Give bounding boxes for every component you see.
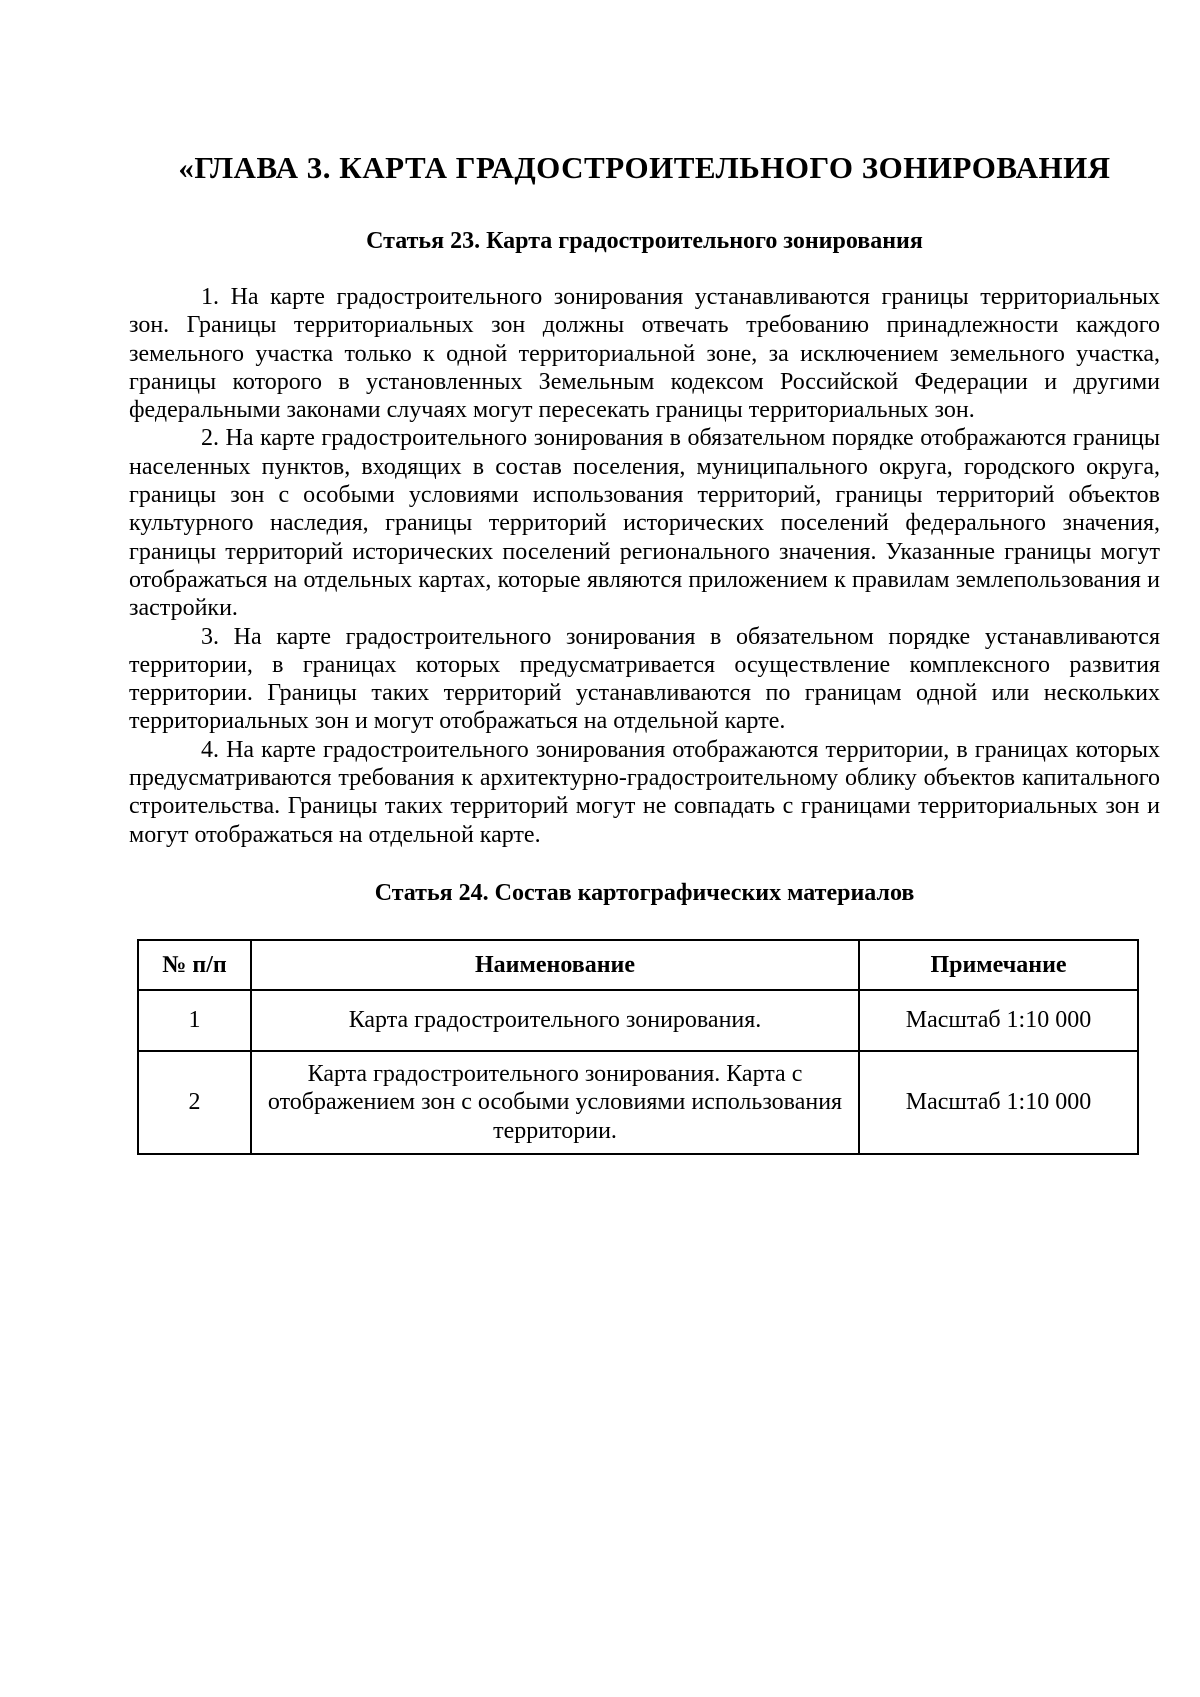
article-23-paragraph-2: 2. На карте градостроительного зонирования в обязательном порядке отображаются границы населенных пунктов, входящих в состав поселения, муниципального округа, городского округа, границы зон с особыми условиями использования территорий, границы территорий объектов культурного наследия, границы территорий исторических поселений федерального значения, границы территорий исторических поселений регионального значения. Указанные границы могут отображаться на отдельных картах, которые являются приложением к правилам землепользования и застройки. xyxy=(129,425,1160,622)
row-note-cell: Масштаб 1:10 000 xyxy=(859,990,1138,1051)
article-23-heading: Статья 23. Карта градостроительного зонирования xyxy=(366,228,923,254)
table-header-name: Наименование xyxy=(251,940,859,990)
article-23-paragraph-4: 4. На карте градостроительного зонирования отображаются территории, в границах которых предусматриваются требования к архитектурно-градостроительному облику объектов капитального строительства. Границы таких территорий могут не совпадать с границами территориальных зон и могут отображаться на отдельной карте. xyxy=(129,736,1160,848)
article-24-heading: Статья 24. Состав картографических материалов xyxy=(374,880,915,906)
cartographic-materials-table xyxy=(137,939,1139,1155)
table-row xyxy=(138,990,1138,1051)
article-23-paragraph-3: 3. На карте градостроительного зонирования в обязательном порядке устанавливаются территории, в границах которых предусматривается осуществление комплексного развития территории. Границы таких территорий устанавливаются по границам одной или нескольких территориальных зон и могут отображаться на отдельной карте. xyxy=(129,623,1160,735)
table-header-row xyxy=(138,940,1138,990)
table-row xyxy=(138,1051,1138,1154)
row-number-cell: 1 xyxy=(138,990,251,1051)
chapter-heading: «ГЛАВА 3. КАРТА ГРАДОСТРОИТЕЛЬНОГО ЗОНИРОВАНИЯ xyxy=(178,150,1111,185)
row-name-cell: Карта градостроительного зонирования. xyxy=(251,990,859,1051)
article-23-body xyxy=(129,283,1160,849)
table-header-note: Примечание xyxy=(859,940,1138,990)
row-note-cell: Масштаб 1:10 000 xyxy=(859,1051,1138,1154)
table-header-number: № п/п xyxy=(138,940,251,990)
row-name-cell: Карта градостроительного зонирования. Карта с отображением зон с особыми условиями использования территории. xyxy=(251,1051,859,1154)
article-23-paragraph-1: 1. На карте градостроительного зонирования устанавливаются границы территориальных зон. Границы территориальных зон должны отвечать требованию принадлежности каждого земельного участка только к одной территориальной зоне, за исключением земельного участка, границы которого в установленных Земельным кодексом Российской Федерации и другими федеральными законами случаях могут пересекать границы территориальных зон. xyxy=(129,284,1160,424)
row-number-cell: 2 xyxy=(138,1051,251,1154)
